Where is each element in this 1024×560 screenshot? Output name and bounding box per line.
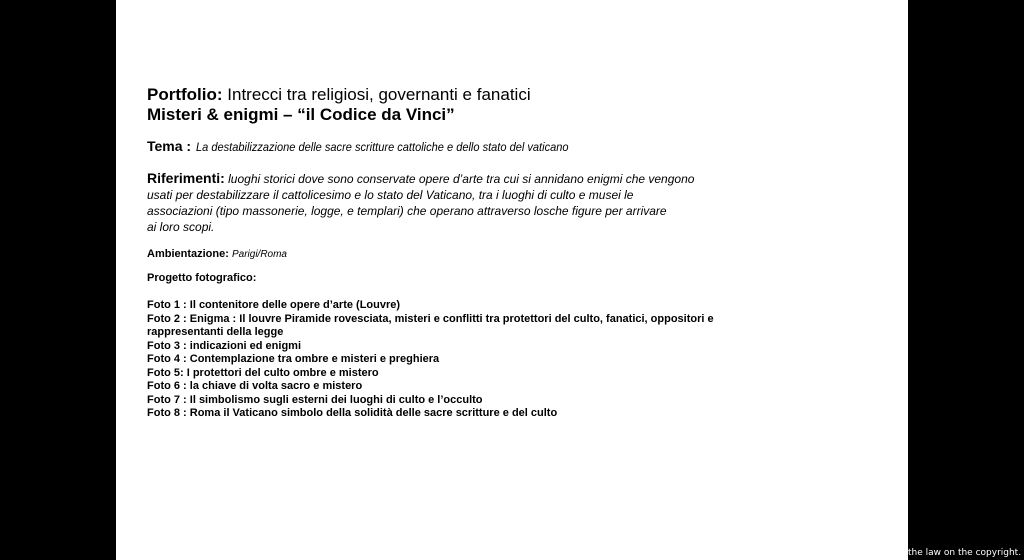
tema-section [147, 138, 887, 156]
slide-page [116, 0, 908, 560]
foto-item: Foto 2 : Enigma : Il louvre Piramide rovesciata, misteri e conflitti tra protettori del culto, fanatici, oppositori e rappresentanti della legge [147, 312, 714, 338]
foto-item: Foto 5: I protettori del culto ombre e mistero [147, 366, 379, 379]
ambientazione-section [147, 248, 887, 260]
foto-item: Foto 1 : Il contenitore delle opere d’arte (Louvre) [147, 299, 401, 311]
ambientazione-text: Parigi/Roma [231, 249, 287, 260]
riferimenti-line: usati per destabilizzare il cattolicesimo e lo stato del Vaticano, tra i luoghi di culto e musei le [147, 188, 634, 202]
riferimenti-text: luoghi storici dove sono conservate opere d’arte tra cui si annidano enigmi che vengono [228, 172, 695, 186]
tema-text: La destabilizzazione delle sacre scritture cattoliche e dello stato del vaticano [195, 140, 569, 154]
foto-item: Foto 6 : la chiave di volta sacro e mistero [147, 380, 363, 392]
riferimenti-line: ai loro scopi. [147, 220, 215, 234]
portfolio-subtitle: Misteri & enigmi – “il Codice da Vinci” [147, 105, 455, 124]
foto-item: Foto 7 : Il simbolismo sugli esterni dei luoghi di culto e l’occulto [147, 393, 483, 406]
copyright-watermark: the law on the copyright. [908, 548, 1022, 558]
portfolio-text: Intrecci tra religiosi, governanti e fanatici [227, 85, 531, 104]
riferimenti-section [147, 170, 767, 235]
progetto-title: Progetto fotografico: [147, 272, 257, 284]
slide-content [147, 85, 887, 421]
riferimenti-line: associazioni (tipo massonerie, logge, e templari) che operano attraverso losche figure per arrivare [147, 204, 667, 218]
foto-item: Foto 8 : Roma il Vaticano simbolo della solidità delle sacre scritture e del culto [147, 407, 558, 419]
portfolio-title [147, 85, 887, 105]
riferimenti-line [147, 170, 767, 187]
ambientazione-label: Ambientazione: [147, 248, 229, 260]
foto-item: Foto 3 : indicazioni ed enigmi [147, 339, 302, 352]
foto-item: Foto 4 : Contemplazione tra ombre e misteri e preghiera [147, 353, 440, 365]
riferimenti-label: Riferimenti: [147, 170, 225, 186]
portfolio-label: Portfolio: [147, 85, 223, 104]
foto-list [147, 299, 767, 421]
tema-label: Tema : [147, 138, 192, 154]
